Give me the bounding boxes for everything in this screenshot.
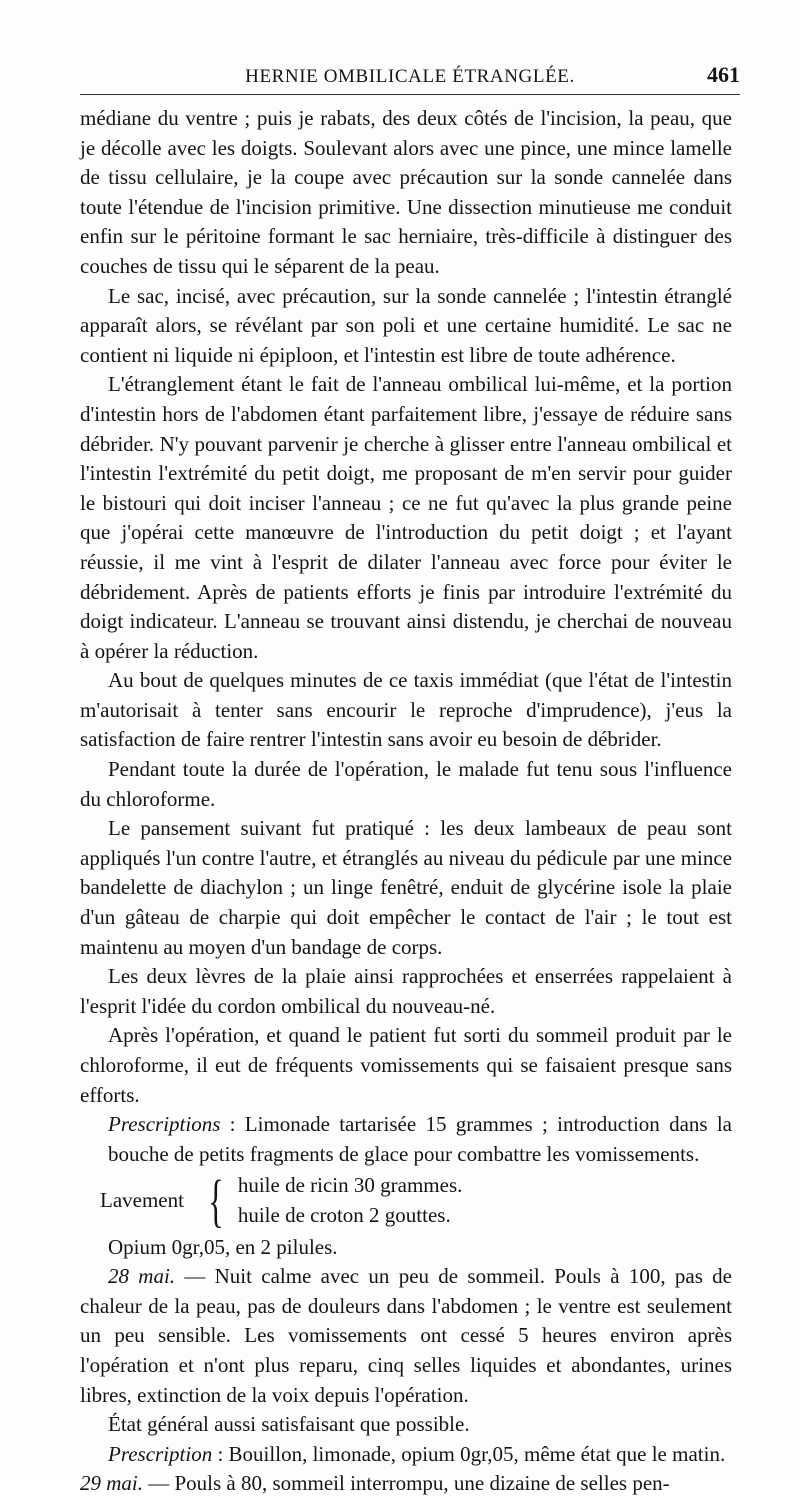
day-28-text: — Nuit calme avec un peu de sommeil. Pouls à 100, pas de chaleur de la peau, pas de douleurs dans l'abdomen ; le ventre est seulement un peu sensible. Les vomissements ont cessé 5 heures environ après l'opération et n'ont plus reparu, cinq selles liquides et abondantes, urines libres, extinction de la voix depuis l'opération.	[80, 1264, 732, 1407]
paragraph-4: Au bout de quelques minutes de ce taxis immédiat (que l'état de l'intestin m'autorisait à tenter sans encourir le reproche d'imprudence), j'eus la satisfaction de faire rentrer l'intestin sans avoir eu besoin de débrider.	[80, 668, 732, 752]
prescription-paragraph	[80, 1440, 732, 1470]
page-number: 461	[707, 62, 740, 87]
running-head	[80, 60, 740, 95]
brace-glyph: {	[208, 1167, 224, 1233]
paragraph-7: Les deux lèvres de la plaie ainsi rapprochées et enserrées rappelaient à l'esprit l'idée du cordon ombilical du nouveau-né.	[80, 964, 732, 1018]
etat-paragraph: État général aussi satisfaisant que possible.	[108, 1412, 470, 1437]
prescription-label: Prescription	[108, 1441, 213, 1466]
day-29-date: 29 mai.	[80, 1471, 143, 1496]
paragraph-6: Le pansement suivant fut pratiqué : les deux lambeaux de peau sont appliqués l'un contre l'autre, et étranglés au niveau du pédicule par une mince bandelette de diachylon ; un linge fenêtré, enduit de glycérine isole la plaie d'un gâteau de charpie qui doit empêcher le contact de l'air ; le tout est maintenu au moyen d'un bandage de corps.	[80, 816, 732, 959]
prescriptions-paragraph	[80, 1110, 732, 1169]
paragraph-2: Le sac, incisé, avec précaution, sur la sonde cannelée ; l'intestin étranglé apparaît alors, se révélant par son poli et une certaine humidité. Le sac ne contient ni liquide ni épiploon, et l'intestin est libre de toute adhérence.	[80, 283, 732, 367]
day-28-paragraph	[80, 1262, 732, 1410]
prescriptions-text: : Limonade tartarisée 15 grammes ; introduction dans la bouche de petits fragments de glace pour combattre les vomissements.	[108, 1112, 732, 1166]
day-29-text: — Pouls à 80, sommeil interrompu, une dizaine de selles pen-	[143, 1471, 670, 1496]
lavement-label: Lavement	[100, 1188, 184, 1213]
lavement-item: huile de ricin 30 grammes.	[237, 1173, 463, 1198]
day-29-paragraph	[80, 1469, 732, 1499]
lavement-block	[100, 1167, 732, 1233]
paragraph-8: Après l'opération, et quand le patient fut sorti du sommeil produit par le chloroforme, il eut de fréquents vomissements qui se faisaient presque sans efforts.	[80, 1023, 732, 1107]
paragraph-5: Pendant toute la durée de l'opération, le malade fut tenu sous l'influence du chloroforme.	[80, 757, 732, 811]
paragraph-1: médiane du ventre ; puis je rabats, des deux côtés de l'incision, la peau, que je décolle avec les doigts. Soulevant alors avec une pince, une mince lamelle de tissu cellulaire, je la coupe avec précaution sur la sonde cannelée dans toute l'étendue de l'incision primitive. Une dissection minutieuse me conduit enfin sur le péritoine formant le sac herniaire, très-difficile à distinguer des couches de tissu qui le séparent de la peau.	[80, 106, 732, 278]
paragraph-3: L'étranglement étant le fait de l'anneau ombilical lui-même, et la portion d'intestin hors de l'abdomen étant parfaitement libre, j'essaye de réduire sans débrider. N'y pouvant parvenir je cherche à glisser entre l'anneau ombilical et l'intestin l'extrémité du petit doigt, me proposant de m'en servir pour guider le bistouri qui doit inciser l'anneau ; ce ne fut qu'avec la plus grande peine que j'opérai cette manœuvre de l'introduction du petit doigt ; et l'ayant réussie, il me vint à l'esprit de dilater l'anneau avec force pour éviter le débridement. Après de patients efforts je finis par introduire l'extrémité du doigt indicateur. L'anneau se trouvant ainsi distendu, je cherchai de nouveau à opérer la réduction.	[80, 372, 732, 663]
prescription-text: : Bouillon, limonade, opium 0gr,05, même état que le matin.	[212, 1441, 726, 1466]
opium-line: Opium 0gr,05, en 2 pilules.	[108, 1234, 338, 1259]
running-title: HERNIE OMBILICALE ÉTRANGLÉE.	[245, 66, 575, 87]
day-28-date: 28 mai.	[108, 1264, 176, 1289]
prescriptions-label: Prescriptions	[108, 1112, 221, 1137]
body-text	[80, 104, 732, 1499]
lavement-item: huile de croton 2 gouttes.	[237, 1202, 451, 1227]
lavement-items	[238, 1171, 463, 1230]
